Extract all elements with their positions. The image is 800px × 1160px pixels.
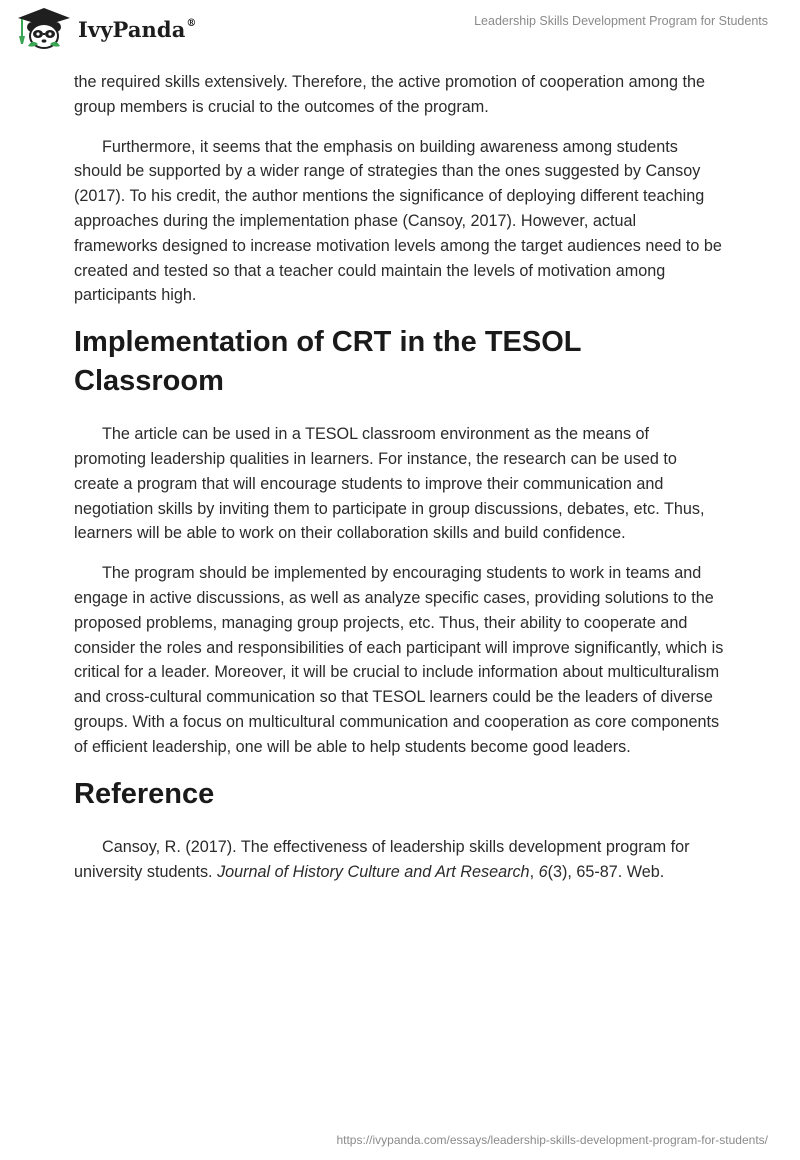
article-body — [74, 70, 724, 900]
section-heading: Implementation of CRT in the TESOL Classroom — [74, 326, 581, 397]
source-url[interactable]: https://ivypanda.com/essays/leadership-skills-development-program-for-students/ — [336, 1133, 768, 1147]
panda-graduate-icon — [14, 6, 74, 50]
paragraph: the required skills extensively. Therefore, the active promotion of cooperation among the group members is crucial to the outcomes of the program. — [74, 73, 706, 116]
document-title: Leadership Skills Development Program for Students — [474, 14, 768, 28]
paragraph: The article can be used in a TESOL classroom environment as the means of promoting leadership qualities in learners. For instance, the research can be used to create a program that will encourage students to improve their communication and negotiation skills by inviting them to participate in group discussions, debates, etc. Thus, learners will be able to work on their collaboration skills and build confidence. — [74, 425, 705, 543]
section-heading: Reference — [74, 777, 215, 810]
brand-logo[interactable] — [14, 6, 197, 50]
page-header — [0, 0, 800, 68]
reference-entry: Cansoy, R. (2017). The effectiveness of leadership skills development program for university students. Journal of History Culture and Art Research, 6(3), 65-87. Web. — [74, 838, 690, 881]
brand-name: IvyPanda® — [78, 16, 197, 42]
paragraph: The program should be implemented by encouraging students to work in teams and engage in active discussions, as well as analyze specific cases, providing solutions to the proposed problems, managing group projects, etc. Thus, their ability to cooperate and consider the roles and responsibilities of each participant will improve significantly, which is critical for a leader. Moreover, it will be crucial to include information about multiculturalism and cross-cultural communication so that TESOL learners could be the leaders of diverse groups. With a focus on multicultural communication and cooperation as core components of efficient leadership, one will be able to help students become good leaders. — [74, 564, 724, 756]
paragraph: Furthermore, it seems that the emphasis on building awareness among students should be supported by a wider range of strategies than the ones suggested by Cansoy (2017). To his credit, the author mentions the significance of deploying different teaching approaches during the implementation phase (Cansoy, 2017). However, actual frameworks designed to increase motivation levels among the target audiences need to be created and tested so that a teacher could maintain the levels of motivation among participants high. — [74, 137, 722, 305]
